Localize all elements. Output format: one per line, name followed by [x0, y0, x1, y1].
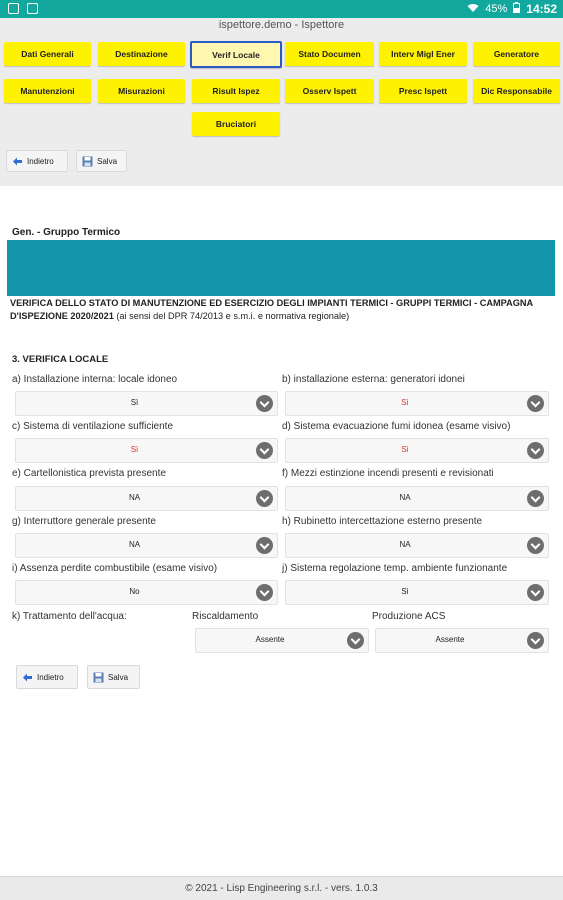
nav-bruciatori[interactable]: Bruciatori [192, 112, 280, 136]
nav-interv-migl-ener[interactable]: Interv Migl Ener [379, 42, 467, 66]
question-b-select[interactable] [285, 391, 549, 416]
chevron-down-icon [256, 490, 273, 507]
battery-level: 45% [485, 3, 508, 15]
footer: © 2021 - Lisp Engineering s.r.l. - vers. 1.0.3 [0, 876, 563, 900]
verification-heading [10, 297, 555, 323]
acs-value: Assente [435, 635, 465, 644]
nav-risult-ispez[interactable]: Risult Ispez [192, 79, 280, 103]
question-a-select[interactable] [15, 391, 278, 416]
wifi-icon [467, 3, 479, 16]
heating-label: Riscaldamento [192, 611, 259, 622]
question-g-value: NA [128, 540, 141, 549]
chevron-down-icon [527, 442, 544, 459]
back-button-bottom[interactable] [16, 665, 78, 689]
question-g-label: g) Interruttore generale presente [12, 516, 156, 527]
verification-heading-normal: (ai sensi del DPR 74/2013 e s.m.i. e normativa regionale) [113, 311, 350, 321]
question-a-value: Sì [130, 398, 139, 407]
battery-icon [513, 2, 520, 16]
question-b-value: Sì [401, 398, 409, 407]
question-d-select[interactable] [285, 438, 549, 463]
question-b-label: b) installazione esterna: generatori idonei [282, 374, 465, 385]
question-j-select[interactable] [285, 580, 549, 605]
question-j-value: Sì [401, 587, 409, 596]
back-label: Indietro [27, 156, 54, 166]
save-button-bottom[interactable] [87, 665, 140, 689]
question-e-select[interactable] [15, 486, 278, 511]
question-i-value: No [129, 587, 140, 596]
question-e-label: e) Cartellonistica prevista presente [12, 468, 166, 479]
clock: 14:52 [526, 2, 557, 16]
water-treatment-label: k) Trattamento dell'acqua: [12, 611, 127, 622]
nav-dati-generali[interactable]: Dati Generali [4, 42, 91, 66]
app-title: ispettore.demo - Ispettore [218, 19, 345, 31]
back-arrow-icon [12, 156, 23, 167]
nav-destinazione[interactable]: Destinazione [98, 42, 185, 66]
question-i-select[interactable] [15, 580, 278, 605]
chevron-down-icon [256, 537, 273, 554]
back-arrow-icon [22, 672, 33, 683]
question-c-select[interactable] [15, 438, 278, 463]
nav-verif-locale[interactable]: Verif Locale [190, 41, 282, 68]
floppy-disk-icon [93, 672, 104, 683]
heating-select[interactable] [195, 628, 369, 653]
question-f-select[interactable] [285, 486, 549, 511]
verification-heading-bold: VERIFICA DELLO STATO DI MANUTENZIONE ED ESERCIZIO DEGLI IMPIANTI TERMICI - GRUPPI TERMICI - CAMPAGNA D'ISPEZIONE 2020/2021 [10, 298, 533, 321]
nav-dic-responsabile[interactable]: Dic Responsabile [473, 79, 560, 103]
subsection-title: 3. VERIFICA LOCALE [12, 354, 109, 365]
section-title: Gen. - Gruppo Termico [12, 227, 121, 238]
nav-manutenzioni[interactable]: Manutenzioni [4, 79, 91, 103]
status-bar [0, 0, 563, 18]
question-h-value: NA [399, 540, 411, 549]
chevron-down-icon [527, 395, 544, 412]
back-button-top[interactable] [6, 150, 68, 172]
nav-stato-documen[interactable]: Stato Documen [285, 42, 374, 66]
question-c-value: Sì [130, 445, 139, 454]
save-label: Salva [97, 156, 118, 166]
section-banner [7, 240, 555, 296]
chevron-down-icon [256, 442, 273, 459]
question-h-select[interactable] [285, 533, 549, 558]
acs-label: Produzione ACS [372, 611, 446, 622]
acs-select[interactable] [375, 628, 549, 653]
question-f-label: f) Mezzi estinzione incendi presenti e revisionati [282, 468, 494, 479]
nav-presc-ispett[interactable]: Presc Ispett [379, 79, 467, 103]
question-i-label: i) Assenza perdite combustibile (esame visivo) [12, 563, 218, 574]
save-button-top[interactable] [76, 150, 127, 172]
question-e-value: NA [128, 493, 141, 502]
question-d-value: Sì [401, 445, 409, 454]
question-a-label: a) Installazione interna: locale idoneo [12, 374, 178, 385]
floppy-disk-icon [82, 156, 93, 167]
question-j-label: j) Sistema regolazione temp. ambiente funzionante [282, 563, 508, 574]
question-f-value: NA [399, 493, 411, 502]
chevron-down-icon [527, 537, 544, 554]
nav-generatore[interactable]: Generatore [473, 42, 560, 66]
notification-icon [8, 3, 19, 14]
chevron-down-icon [256, 395, 273, 412]
chevron-down-icon [527, 632, 544, 649]
image-icon [27, 3, 38, 14]
chevron-down-icon [527, 584, 544, 601]
question-d-label: d) Sistema evacuazione fumi idonea (esame visivo) [282, 421, 511, 432]
question-h-label: h) Rubinetto intercettazione esterno presente [282, 516, 483, 527]
heating-value: Assente [255, 635, 285, 644]
question-g-select[interactable] [15, 533, 278, 558]
chevron-down-icon [347, 632, 364, 649]
nav-misurazioni[interactable]: Misurazioni [98, 79, 185, 103]
nav-osserv-ispett[interactable]: Osserv Ispett [285, 79, 374, 103]
back-label: Indietro [37, 672, 64, 682]
chevron-down-icon [527, 490, 544, 507]
question-c-label: c) Sistema di ventilazione sufficiente [12, 421, 174, 432]
save-label: Salva [108, 672, 129, 682]
chevron-down-icon [256, 584, 273, 601]
